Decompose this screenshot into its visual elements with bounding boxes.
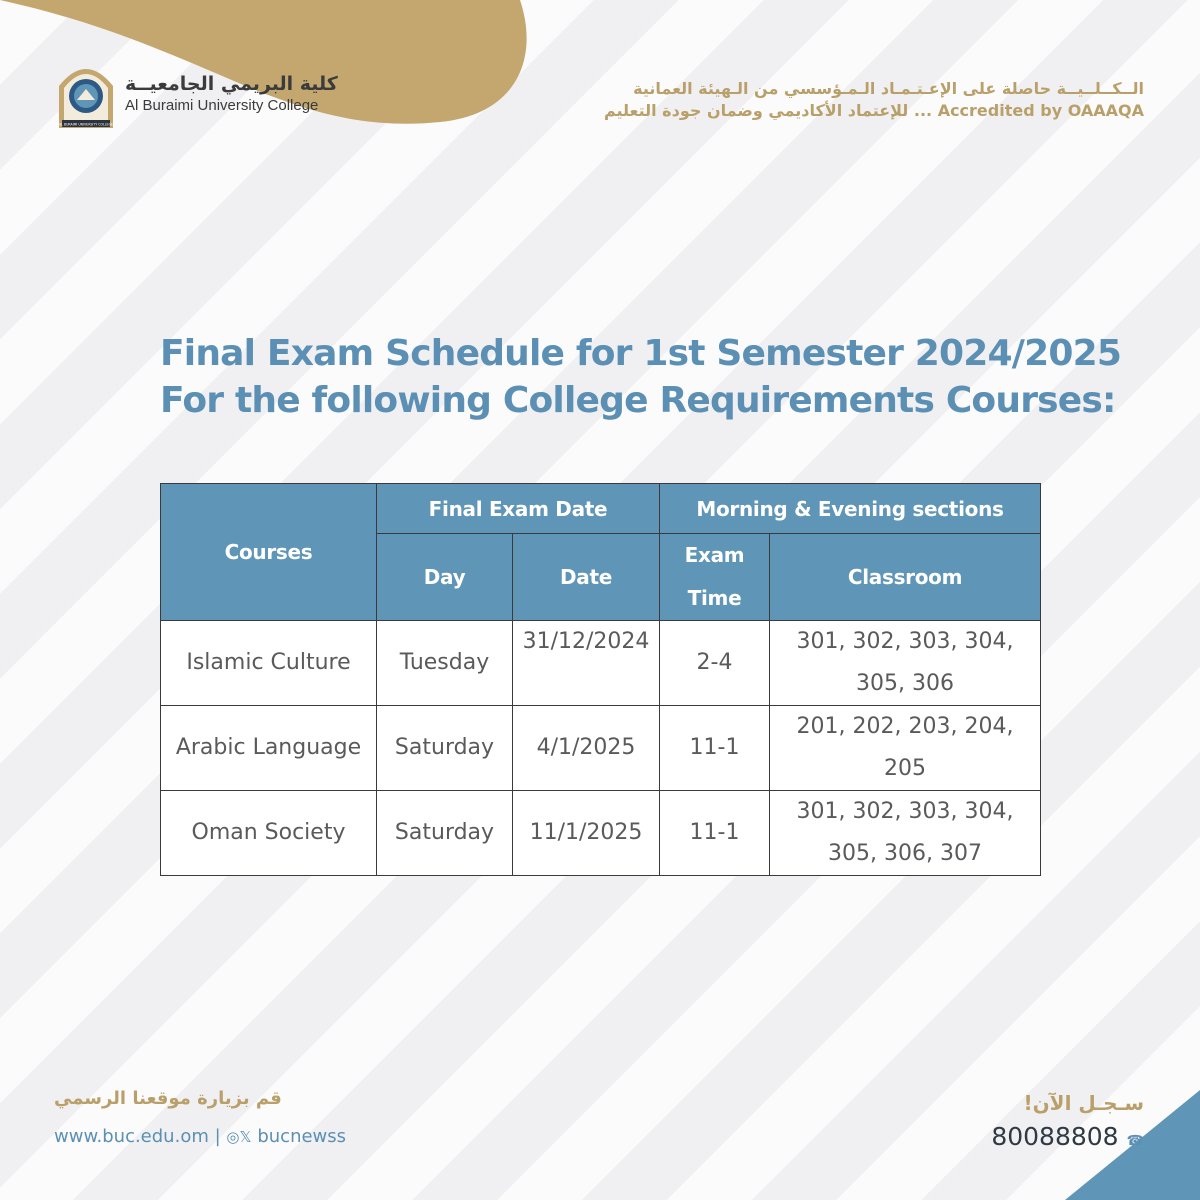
day-cell: Tuesday — [377, 621, 513, 706]
college-name-arabic: كلية البريمي الجامعيــة — [125, 73, 338, 95]
footer-links — [54, 1121, 346, 1153]
classroom-line-1: 301, 302, 303, 304, — [796, 799, 1014, 824]
classroom-cell — [770, 791, 1041, 876]
table-row — [161, 706, 1041, 791]
footer-visit — [54, 1085, 346, 1153]
table-row — [161, 791, 1041, 876]
time-cell: 11-1 — [660, 791, 770, 876]
course-cell: Oman Society — [161, 791, 377, 876]
classroom-line-2: 305, 306 — [856, 671, 954, 696]
day-cell: Saturday — [377, 706, 513, 791]
title-line-2: For the following College Requirements Courses: — [160, 380, 1116, 421]
college-logo[interactable] — [55, 58, 338, 130]
college-seal-icon — [55, 58, 117, 130]
phone-number-text: 80088808 — [991, 1122, 1119, 1151]
website-link[interactable]: www.buc.edu.om — [54, 1126, 209, 1147]
accreditation-statement — [604, 78, 1144, 122]
course-cell: Arabic Language — [161, 706, 377, 791]
separator: | — [214, 1126, 221, 1147]
x-icon[interactable]: 𝕏 — [239, 1128, 252, 1146]
svg-text:AL BURAIMI UNIVERSITY COLLEGE: AL BURAIMI UNIVERSITY COLLEGE — [58, 122, 114, 127]
register-now-arabic: سـجـل الآن! — [1023, 1091, 1144, 1115]
accreditation-line-1: الــكــلــيــة حاصلة على الإعـتـمـاد الـمـؤسسي من الـهيئة العمانية — [633, 79, 1144, 98]
title-line-1: Final Exam Schedule for 1st Semester 2024/2025 — [160, 333, 1122, 374]
classroom-line-1: 301, 302, 303, 304, — [796, 629, 1014, 654]
header-date: Date — [513, 534, 660, 621]
footer-register — [991, 1088, 1144, 1158]
date-cell: 11/1/2025 — [513, 791, 660, 876]
header-courses: Courses — [161, 484, 377, 621]
page-title — [160, 330, 1122, 424]
header-day: Day — [377, 534, 513, 621]
phone-number[interactable] — [991, 1120, 1144, 1158]
header-final-exam-date: Final Exam Date — [377, 484, 660, 534]
classroom-cell — [770, 706, 1041, 791]
classroom-line-1: 201, 202, 203, 204, — [796, 714, 1014, 739]
instagram-icon[interactable]: ◎ — [226, 1128, 240, 1146]
visit-website-arabic: قم بزيارة موقعنا الرسمي — [54, 1088, 282, 1109]
college-name-english: Al Buraimi University College — [125, 97, 319, 114]
classroom-line-2: 205 — [884, 756, 926, 781]
date-cell: 31/12/2024 — [513, 621, 660, 706]
social-handle[interactable]: bucnewss — [257, 1126, 347, 1147]
classroom-line-2: 305, 306, 307 — [828, 841, 982, 866]
header-exam-time-line-1: Exam — [684, 543, 745, 567]
classroom-cell — [770, 621, 1041, 706]
table-row — [161, 621, 1041, 706]
phone-icon: ☎ — [1126, 1133, 1144, 1149]
header-exam-time-line-2: Time — [687, 586, 742, 610]
course-cell: Islamic Culture — [161, 621, 377, 706]
exam-schedule-table — [160, 483, 1041, 876]
accreditation-line-2: للإعتماد الأكاديمي وضمان جودة التعليم ... Accredited by OAAAQA — [603, 101, 1144, 120]
header-classroom: Classroom — [770, 534, 1041, 621]
day-cell: Saturday — [377, 791, 513, 876]
time-cell: 11-1 — [660, 706, 770, 791]
date-cell: 4/1/2025 — [513, 706, 660, 791]
header-exam-time — [660, 534, 770, 621]
header-sections: Morning & Evening sections — [660, 484, 1041, 534]
time-cell: 2-4 — [660, 621, 770, 706]
